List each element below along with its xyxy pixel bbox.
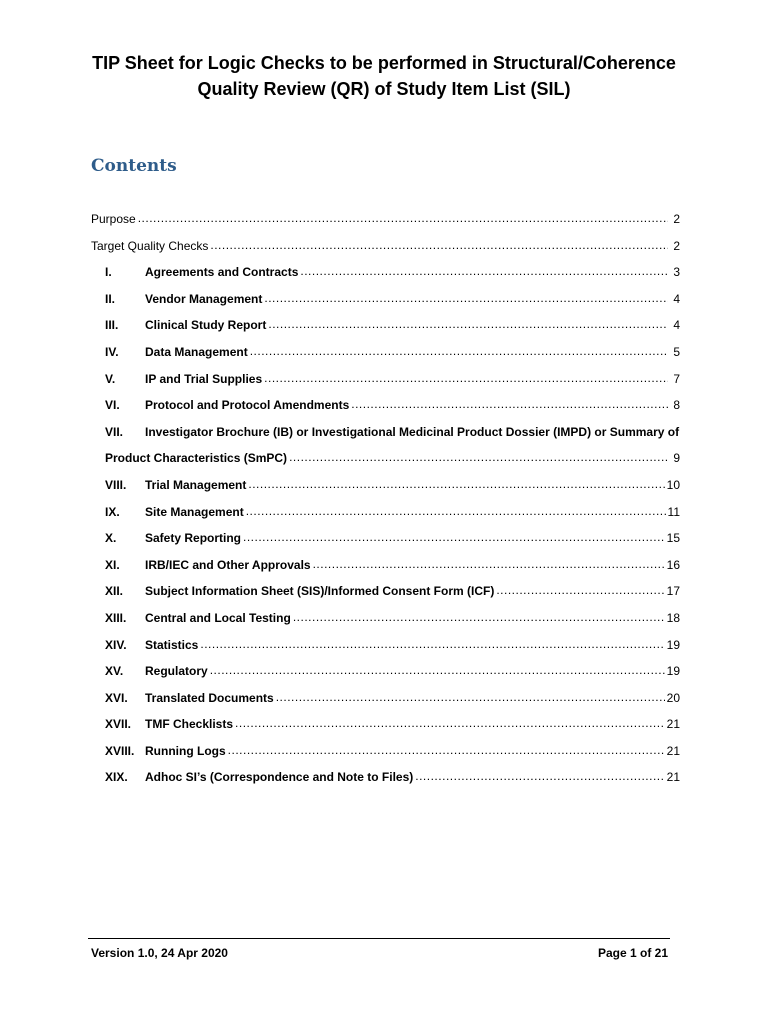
toc-leader [138,211,668,225]
toc-entry-section[interactable] [91,265,680,292]
toc-entry-section[interactable] [91,664,680,691]
toc-section-number: XVI. [105,690,128,705]
toc-entry-section[interactable] [91,717,680,744]
toc-label: Statistics [145,637,199,652]
toc-page-number: 5 [673,344,680,359]
toc-leader [264,371,668,385]
toc-entry-section[interactable] [91,638,680,665]
toc-section-number: XVIII. [105,743,135,758]
toc-section-number: IX. [105,504,120,519]
title-line-2: Quality Review (QR) of Study Item List (SIL) [197,79,571,99]
footer-version: Version 1.0, 24 Apr 2020 [91,946,228,960]
toc-section-number: VIII. [105,477,127,492]
toc-section-number: XI. [105,557,120,572]
toc-section-number: XII. [105,584,124,599]
toc-page-number: 17 [666,584,680,599]
toc-entry-section[interactable] [91,531,680,558]
toc-entry-section[interactable] [91,292,680,319]
toc-entry-purpose[interactable] [91,212,680,239]
toc-section-number: XVII. [105,717,132,732]
contents-heading: Contents [91,156,177,176]
toc-leader [210,238,668,252]
toc-section-number: III. [105,318,119,333]
toc-label: Safety Reporting [145,531,242,546]
toc-entry-section-vii[interactable] [91,425,680,478]
toc-label: Protocol and Protocol Amendments [145,398,350,413]
toc-page-number: 20 [666,690,680,705]
table-of-contents [91,212,680,797]
toc-label: Target Quality Checks [91,238,209,253]
toc-leader [248,477,664,491]
toc-label: Purpose [91,212,136,226]
toc-label: Regulatory [145,664,208,679]
toc-page-number: 2 [673,238,680,253]
toc-label: Clinical Study Report [145,318,267,333]
toc-leader [289,450,668,464]
toc-leader [268,317,668,331]
toc-label: Central and Local Testing [145,610,291,625]
toc-leader [250,344,668,358]
toc-section-number: V. [105,371,116,386]
toc-section-number: I. [105,265,112,280]
toc-leader [210,663,665,677]
toc-page-number: 18 [666,610,680,625]
toc-page-number: 19 [666,637,680,652]
toc-leader [228,743,665,757]
toc-label: Adhoc SI’s (Correspondence and Note to Files) [145,770,414,785]
toc-leader [293,610,665,624]
toc-label: Site Management [145,504,244,519]
toc-label: Agreements and Contracts [145,265,299,280]
toc-page-number: 10 [666,477,680,492]
toc-label: Vendor Management [145,291,263,306]
toc-leader [243,530,665,544]
toc-page-number: 21 [666,770,680,785]
document-title [60,50,708,102]
toc-label-continued: Product Characteristics (SmPC) [105,451,288,466]
toc-leader [496,583,664,597]
toc-leader [300,264,668,278]
toc-entry-section[interactable] [91,505,680,532]
toc-entry-section[interactable] [91,691,680,718]
footer-page-number: Page 1 of 21 [597,946,668,960]
toc-section-number: XIX. [105,770,128,785]
toc-entry-section[interactable] [91,744,680,771]
toc-entry-section[interactable] [91,345,680,372]
toc-label: Trial Management [145,477,247,492]
toc-page-number: 21 [666,743,680,758]
toc-section-number: IV. [105,344,119,359]
toc-label: TMF Checklists [145,717,234,732]
title-line-1: TIP Sheet for Logic Checks to be performed in Structural/Coherence [92,53,676,73]
toc-section-number: VII. [105,424,124,439]
toc-page-number: 19 [666,664,680,679]
toc-leader [200,637,664,651]
toc-entry-section[interactable] [91,372,680,399]
toc-section-number: II. [105,291,116,306]
toc-label: Investigator Brochure (IB) or Investigational Medicinal Product Dossier (IMPD) or Summary of [145,424,680,439]
toc-page-number: 7 [673,371,680,386]
toc-entry-section[interactable] [91,318,680,345]
toc-label: IRB/IEC and Other Approvals [145,557,311,572]
toc-page-number: 8 [673,398,680,413]
toc-label: Running Logs [145,743,226,758]
toc-label: Data Management [145,344,248,359]
toc-label: Translated Documents [145,690,274,705]
toc-section-number: VI. [105,398,120,413]
toc-label: IP and Trial Supplies [145,371,263,386]
toc-entry-section[interactable] [91,584,680,611]
toc-page-number: 9 [673,451,680,466]
toc-leader [276,690,665,704]
toc-entry-section[interactable] [91,611,680,638]
toc-page-number: 4 [673,318,680,333]
toc-leader [235,716,665,730]
toc-entry-section[interactable] [91,398,680,425]
toc-entry-target-quality-checks[interactable] [91,239,680,266]
toc-page-number: 3 [673,265,680,280]
toc-section-number: X. [105,531,117,546]
toc-entry-section[interactable] [91,478,680,505]
toc-leader [246,504,666,518]
toc-page-number: 21 [666,717,680,732]
toc-leader [313,557,665,571]
toc-entry-section[interactable] [91,770,680,797]
toc-section-number: XIV. [105,637,127,652]
toc-leader [351,397,668,411]
toc-section-number: XV. [105,664,124,679]
toc-page-number: 11 [667,504,680,519]
toc-label: Subject Information Sheet (SIS)/Informed Consent Form (ICF) [145,584,495,599]
toc-leader [264,291,668,305]
footer-divider [88,938,670,939]
toc-page-number: 15 [666,531,680,546]
toc-page-number: 16 [666,557,680,572]
toc-leader [415,769,664,783]
toc-entry-section[interactable] [91,558,680,585]
toc-page-number: 2 [673,212,680,226]
toc-page-number: 4 [673,291,680,306]
toc-section-number: XIII. [105,610,127,625]
